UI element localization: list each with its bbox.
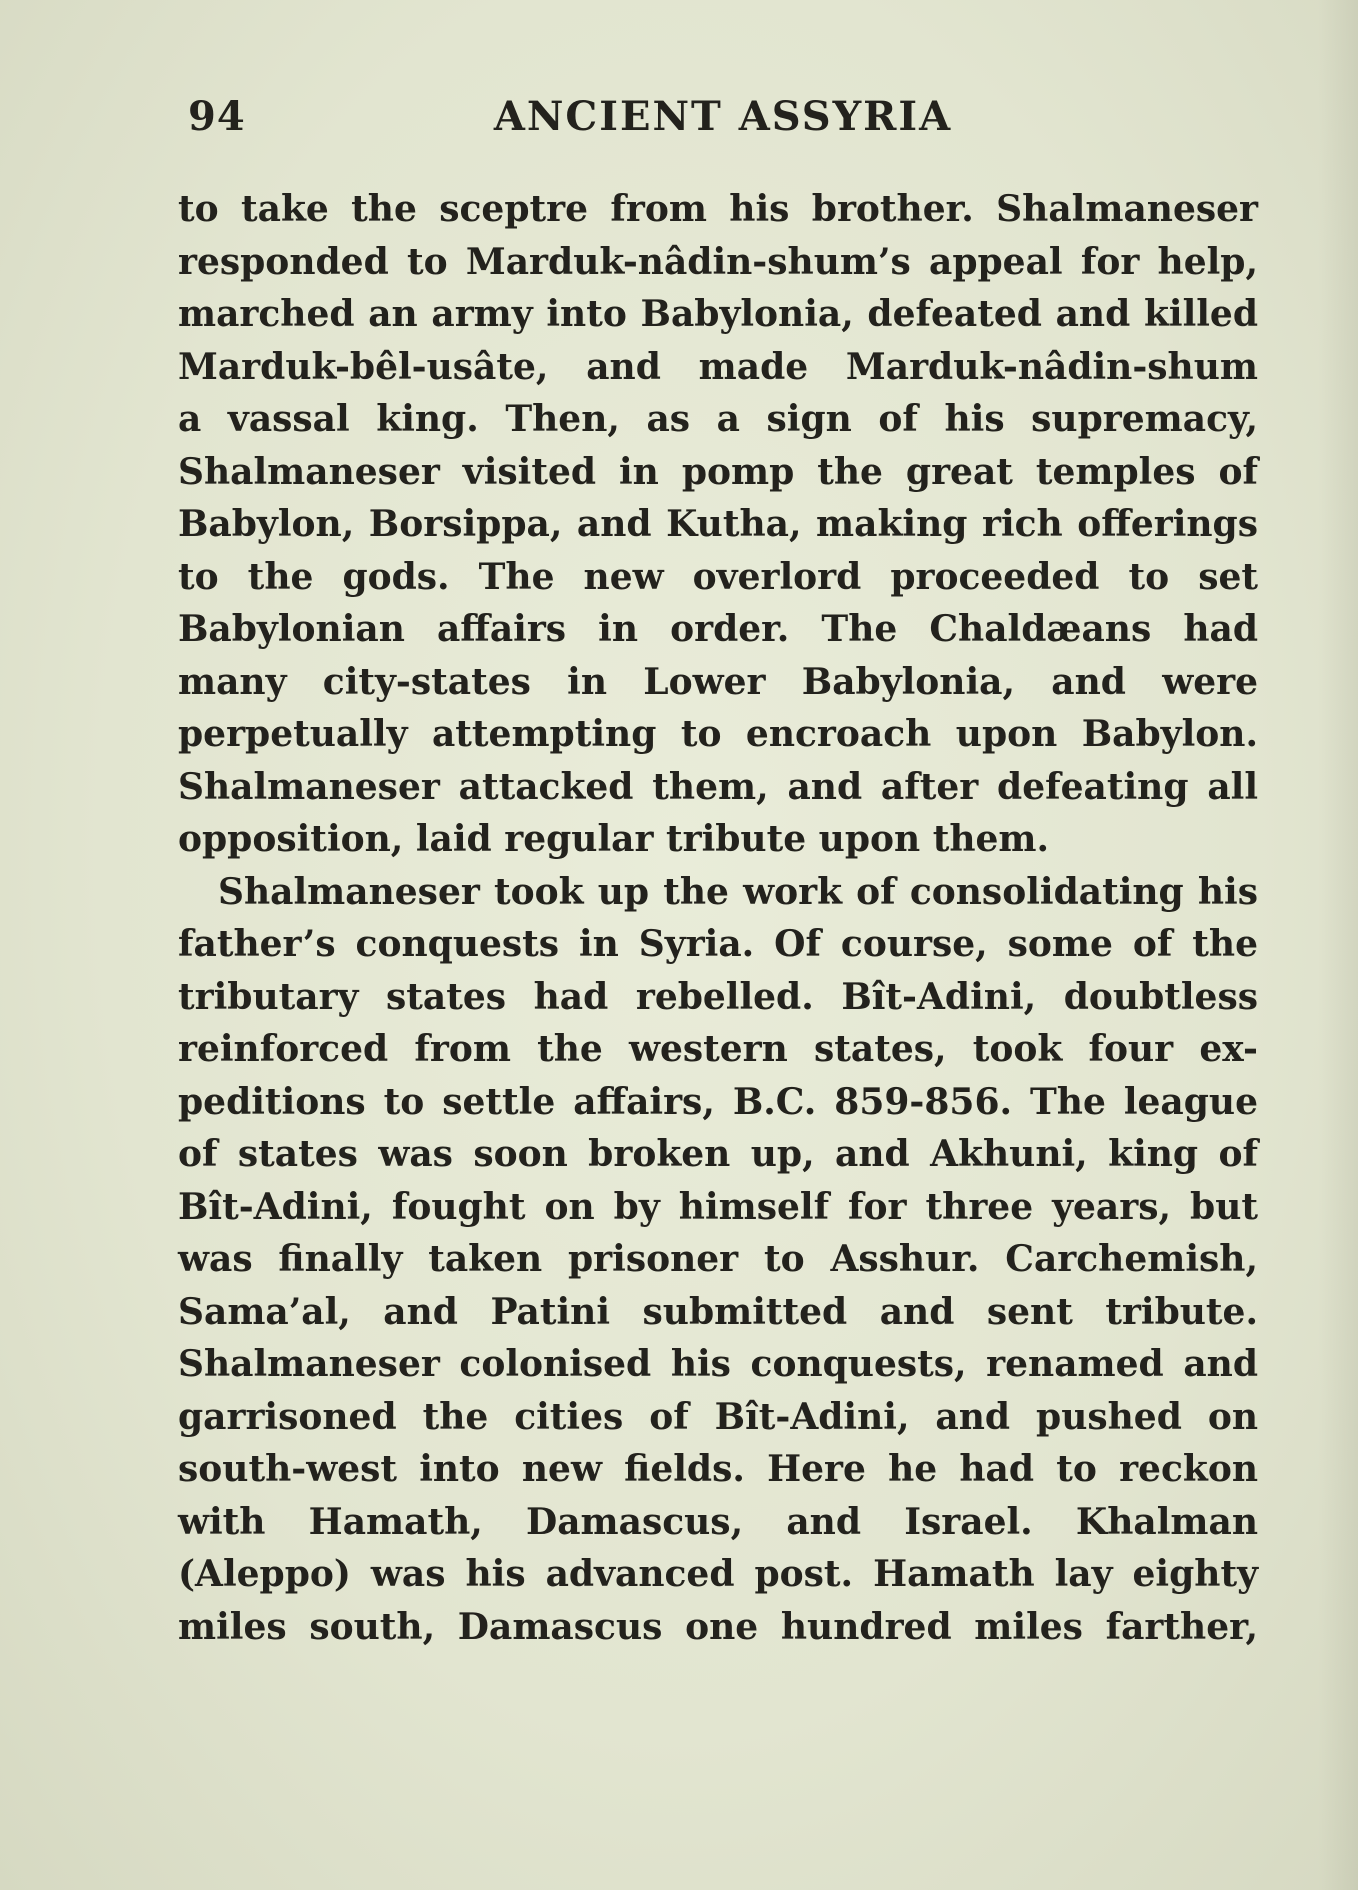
text-line: marched an army into Babylonia, defeated and killed (178, 293, 1258, 335)
text-line: garrisoned the cities of Bît-Adini, and pushed on (178, 1395, 1258, 1438)
text-line: to the gods. The new overlord proceeded to set (178, 555, 1258, 598)
text-line: of states was soon broken up, and Akhuni, king of (178, 1133, 1258, 1175)
running-head (188, 93, 1258, 153)
running-title: ANCIENT ASSYRIA (493, 93, 953, 140)
text-line: tributary states had rebelled. Bît-Adini, doubtless (178, 975, 1258, 1018)
text-line: reinforced from the western states, took four ex- (178, 1028, 1258, 1070)
text-line: father’s conquests in Syria. Of course, some of the (178, 923, 1258, 965)
text-line: perpetually attempting to encroach upon Babylon. (178, 713, 1258, 755)
text-line: Marduk-bêl-usâte, and made Marduk-nâdin-shum (178, 345, 1258, 388)
text-line: south-west into new fields. Here he had to reckon (178, 1448, 1258, 1490)
text-line: Shalmaneser colonised his conquests, renamed and (178, 1343, 1258, 1385)
text-line: a vassal king. Then, as a sign of his supremacy, (178, 398, 1258, 440)
text-line: Babylonian affairs in order. The Chaldæans had (178, 608, 1258, 650)
page-edge-shadow (1318, 0, 1358, 1890)
text-line: responded to Marduk-nâdin-shum’s appeal for help, (178, 240, 1258, 283)
text-line: miles south, Damascus one hundred miles farther, (178, 1605, 1258, 1648)
text-line: was finally taken prisoner to Asshur. Carchemish, (178, 1238, 1258, 1280)
text-line: (Aleppo) was his advanced post. Hamath lay eighty (178, 1553, 1258, 1595)
text-line: peditions to settle affairs, B.C. 859-856. The league (178, 1080, 1258, 1123)
text-line: many city-states in Lower Babylonia, and were (178, 660, 1258, 703)
text-line: Shalmaneser took up the work of consolidating his (218, 870, 1258, 913)
text-line: with Hamath, Damascus, and Israel. Khalman (178, 1500, 1258, 1543)
text-line: Babylon, Borsippa, and Kutha, making rich offerings (178, 503, 1258, 545)
text-line: Sama’al, and Patini submitted and sent tribute. (178, 1290, 1258, 1333)
text-line: Shalmaneser visited in pomp the great temples of (178, 450, 1258, 493)
body-text (178, 183, 1258, 1653)
page-number: 94 (188, 93, 246, 140)
text-line: Bît-Adini, fought on by himself for three years, but (178, 1185, 1258, 1228)
text-line: Shalmaneser attacked them, and after defeating all (178, 765, 1258, 808)
text-line: to take the sceptre from his brother. Shalmaneser (178, 188, 1258, 230)
text-line: opposition, laid regular tribute upon them. (178, 818, 1050, 860)
